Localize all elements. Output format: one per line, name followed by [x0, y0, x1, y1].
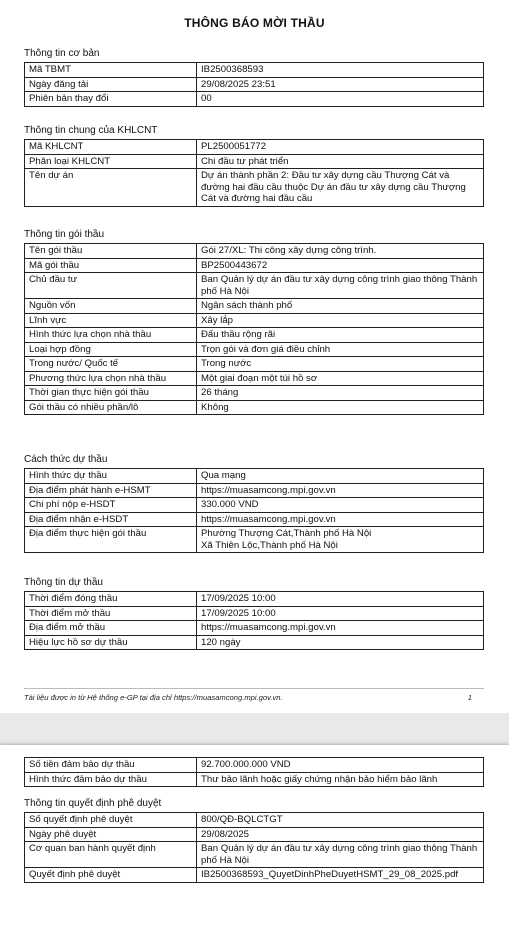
field-value: 330.000 VND	[197, 498, 484, 513]
field-value: Chi đầu tư phát triển	[197, 154, 484, 169]
document-page-2	[0, 745, 509, 925]
field-value: Xây lắp	[197, 313, 484, 328]
field-value: BP2500443672	[197, 258, 484, 273]
field-label: Mã gói thầu	[25, 258, 197, 273]
section-title-method: Cách thức dự thầu	[24, 454, 108, 465]
field-value: 17/09/2025 10:00	[197, 606, 484, 621]
field-value: 26 tháng	[197, 386, 484, 401]
field-label: Phiên bản thay đổi	[25, 92, 197, 107]
field-value: Trọn gói và đơn giá điều chỉnh	[197, 342, 484, 357]
table-row	[25, 635, 484, 650]
field-value: 17/09/2025 10:00	[197, 592, 484, 607]
field-label: Mã KHLCNT	[25, 140, 197, 155]
field-label: Địa điểm nhận e-HSDT	[25, 512, 197, 527]
section-title-basic: Thông tin cơ bản	[24, 48, 100, 59]
table-row	[25, 371, 484, 386]
table-decision	[24, 812, 484, 883]
table-row	[25, 63, 484, 78]
table-row	[25, 483, 484, 498]
table-bidding	[24, 591, 484, 650]
field-value: Trong nước	[197, 357, 484, 372]
table-row	[25, 313, 484, 328]
field-value: Gói 27/XL: Thi công xây dựng công trình.	[197, 244, 484, 259]
table-row	[25, 592, 484, 607]
section-basic	[24, 47, 484, 107]
table-row	[25, 827, 484, 842]
section-bidding	[24, 576, 484, 650]
table-row	[25, 169, 484, 207]
section-title-decision: Thông tin quyết định phê duyệt	[24, 798, 162, 809]
field-value: 29/08/2025	[197, 827, 484, 842]
field-label: Tên gói thầu	[25, 244, 197, 259]
field-label: Ngày phê duyệt	[25, 827, 197, 842]
field-value: Ngân sách thành phố	[197, 299, 484, 314]
field-label: Địa điểm mở thầu	[25, 621, 197, 636]
table-row	[25, 77, 484, 92]
table-row	[25, 357, 484, 372]
table-row	[25, 258, 484, 273]
field-label: Số quyết định phê duyệt	[25, 813, 197, 828]
section-guarantee	[24, 757, 484, 787]
field-label: Loại hợp đồng	[25, 342, 197, 357]
field-value: Qua mạng	[197, 469, 484, 484]
field-label: Phân loại KHLCNT	[25, 154, 197, 169]
table-method	[24, 468, 484, 553]
field-value: 29/08/2025 23:51	[197, 77, 484, 92]
field-label: Gói thầu có nhiều phần/lô	[25, 400, 197, 415]
field-value: 800/QĐ-BQLCTGT	[197, 813, 484, 828]
field-value: 00	[197, 92, 484, 107]
field-label: Tên dự án	[25, 169, 197, 207]
table-row	[25, 772, 484, 787]
field-label: Ngày đăng tải	[25, 77, 197, 92]
page-number: 1	[467, 693, 472, 702]
table-row	[25, 342, 484, 357]
field-label: Hiệu lực hồ sơ dự thầu	[25, 635, 197, 650]
field-label: Địa điểm thực hiện gói thầu	[25, 527, 197, 553]
field-label: Quyết định phê duyệt	[25, 868, 197, 883]
field-value: Dự án thành phần 2: Đầu tư xây dựng cầu Thượng Cát và đường hai đầu cầu thuộc Dự án đầu tư xây dựng cầu Thượng Cát và đường hai đầu cầu	[197, 169, 484, 207]
field-label: Phương thức lựa chọn nhà thầu	[25, 371, 197, 386]
field-label: Chủ đầu tư	[25, 273, 197, 299]
table-row	[25, 154, 484, 169]
footer-text: Tài liệu được in từ Hệ thống e-GP tại địa chỉ https://muasamcong.mpi.gov.vn.	[24, 693, 283, 702]
table-row	[25, 400, 484, 415]
table-row	[25, 299, 484, 314]
field-value: Đấu thầu rộng rãi	[197, 328, 484, 343]
field-label: Địa điểm phát hành e-HSMT	[25, 483, 197, 498]
table-row	[25, 621, 484, 636]
table-row	[25, 527, 484, 553]
field-label: Chi phí nộp e-HSDT	[25, 498, 197, 513]
table-row	[25, 758, 484, 773]
page-footer	[24, 688, 484, 705]
table-row	[25, 244, 484, 259]
table-row	[25, 328, 484, 343]
table-row	[25, 469, 484, 484]
field-label: Mã TBMT	[25, 63, 197, 78]
field-label: Hình thức đảm bảo dự thầu	[25, 772, 197, 787]
table-row	[25, 868, 484, 883]
table-row	[25, 498, 484, 513]
field-label: Thời điểm mở thầu	[25, 606, 197, 621]
field-value: PL2500051772	[197, 140, 484, 155]
table-khlcnt	[24, 139, 484, 207]
field-label: Trong nước/ Quốc tế	[25, 357, 197, 372]
field-value: Không	[197, 400, 484, 415]
table-row	[25, 606, 484, 621]
field-label: Cơ quan ban hành quyết định	[25, 842, 197, 868]
page-gap	[0, 713, 509, 745]
field-value: 120 ngày	[197, 635, 484, 650]
field-value: Ban Quản lý dự án đầu tư xây dựng công trình giao thông Thành phố Hà Nội	[197, 842, 484, 868]
section-title-package: Thông tin gói thầu	[24, 229, 105, 240]
table-basic	[24, 62, 484, 107]
table-row	[25, 813, 484, 828]
field-value: Thư bảo lãnh hoặc giấy chứng nhận bảo hiểm bảo lãnh	[197, 772, 484, 787]
table-row	[25, 92, 484, 107]
section-title-khlcnt: Thông tin chung của KHLCNT	[24, 125, 158, 136]
section-package	[24, 228, 484, 415]
field-label: Hình thức lựa chọn nhà thầu	[25, 328, 197, 343]
field-value: Một giai đoạn một túi hồ sơ	[197, 371, 484, 386]
field-value: Ban Quản lý dự án đầu tư xây dựng công trình giao thông Thành phố Hà Nội	[197, 273, 484, 299]
field-value: https://muasamcong.mpi.gov.vn	[197, 512, 484, 527]
field-label: Hình thức dự thầu	[25, 469, 197, 484]
field-value: 92.700.000.000 VND	[197, 758, 484, 773]
field-value: IB2500368593_QuyetDinhPheDuyetHSMT_29_08_2025.pdf	[197, 868, 484, 883]
field-value: Phường Thượng Cát,Thành phố Hà Nội Xã Thiên Lộc,Thành phố Hà Nội	[197, 527, 484, 553]
section-method	[24, 453, 484, 553]
section-decision	[24, 797, 484, 883]
table-package	[24, 243, 484, 415]
section-khlcnt	[24, 124, 484, 207]
field-value: https://muasamcong.mpi.gov.vn	[197, 621, 484, 636]
table-row	[25, 512, 484, 527]
field-label: Thời điểm đóng thầu	[25, 592, 197, 607]
document-title: THÔNG BÁO MỜI THẦU	[184, 16, 325, 30]
field-label: Nguồn vốn	[25, 299, 197, 314]
field-label: Số tiền đảm bảo dự thầu	[25, 758, 197, 773]
table-row	[25, 842, 484, 868]
table-row	[25, 273, 484, 299]
field-label: Thời gian thực hiện gói thầu	[25, 386, 197, 401]
table-guarantee	[24, 757, 484, 787]
table-row	[25, 386, 484, 401]
table-row	[25, 140, 484, 155]
field-label: Lĩnh vực	[25, 313, 197, 328]
field-value: IB2500368593	[197, 63, 484, 78]
section-title-bidding: Thông tin dự thầu	[24, 577, 103, 588]
field-value: https://muasamcong.mpi.gov.vn	[197, 483, 484, 498]
